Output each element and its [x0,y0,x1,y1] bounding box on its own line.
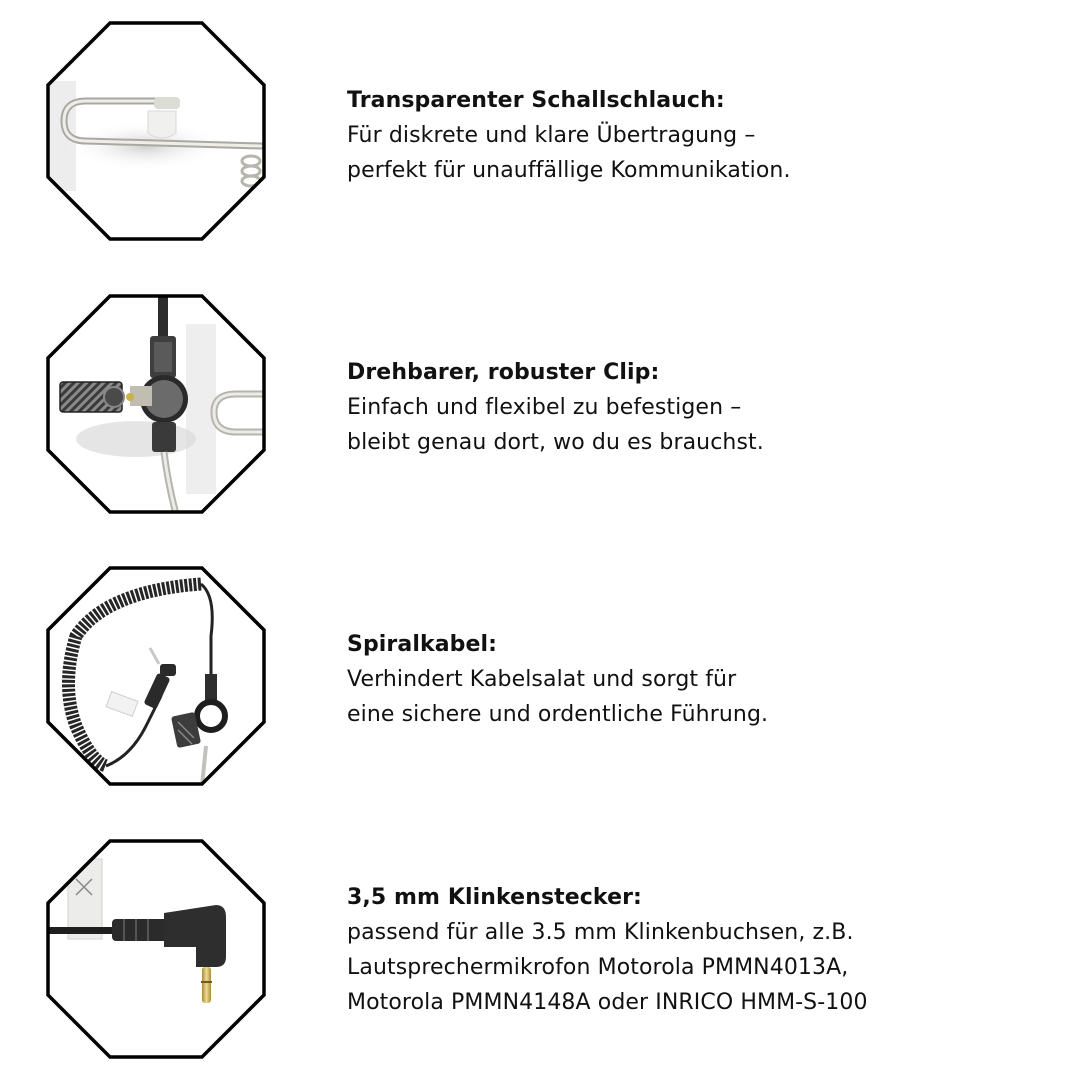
feature-text-line: bleibt genau dort, wo du es brauchst. [347,430,764,455]
feature-coiled-cable [0,566,1080,786]
clear-acoustic-tube-icon [46,21,266,241]
feature-jack-plug [0,839,1080,1059]
jack-plug-description [347,880,868,1020]
coiled-cable-description [347,627,768,732]
feature-text-line: passend für alle 3.5 mm Klinkenbuchsen, z.B. [347,920,854,945]
coiled-cable-image [46,566,266,786]
feature-title: Spiralkabel: [347,632,498,657]
feature-text-line: eine sichere und ordentliche Führung. [347,702,769,727]
acoustic-tube-image [46,21,266,241]
feature-text-line: Für diskrete und klare Übertragung – [347,123,756,148]
acoustic-tube-description [347,83,791,188]
feature-text-line: Motorola PMMN4148A oder INRICO HMM-S-100 [347,990,868,1015]
feature-title: Transparenter Schallschlauch: [347,88,725,113]
feature-text-line: Verhindert Kabelsalat und sorgt für [347,667,737,692]
rotating-clip-icon [46,294,266,514]
feature-rotating-clip [0,294,1080,514]
feature-text-line: Einfach und flexibel zu befestigen – [347,395,742,420]
feature-acoustic-tube [0,21,1080,241]
rotating-clip-image [46,294,266,514]
feature-text-line: perfekt für unauffällige Kommunikation. [347,158,791,183]
coiled-cable-icon [46,566,266,786]
feature-title: Drehbarer, robuster Clip: [347,360,660,385]
rotating-clip-description [347,355,764,460]
jack-plug-icon [46,839,266,1059]
feature-text-line: Lautsprechermikrofon Motorola PMMN4013A, [347,955,849,980]
feature-title: 3,5 mm Klinkenstecker: [347,885,642,910]
jack-plug-image [46,839,266,1059]
